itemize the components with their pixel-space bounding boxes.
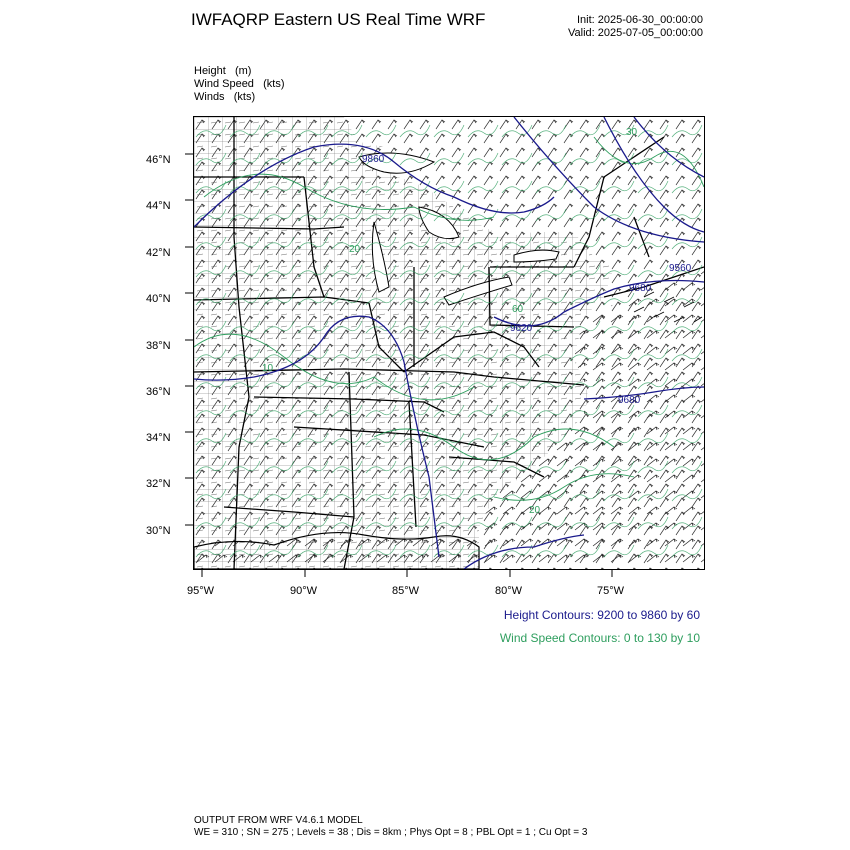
height-contour-label: 9680 [618,395,641,406]
field-legend [194,65,284,104]
height-contour-label: 9860 [362,154,385,165]
height-contour-label: 9560 [669,263,692,274]
field-height: Height (m) [194,65,252,77]
init-time: Init: 2025-06-30_00:00:00 [577,14,703,26]
axis-ticks [185,110,715,580]
lat-label: 36°N [146,386,171,398]
lat-label: 42°N [146,247,171,259]
model-footer [194,815,587,839]
lat-label: 40°N [146,293,171,305]
wind-contour-label: 20 [529,505,541,516]
field-winds: Winds (kts) [194,91,256,103]
lon-label: 80°W [495,585,523,597]
lat-label: 44°N [146,200,171,212]
init-valid-times [568,14,703,40]
valid-time: Valid: 2025-07-05_00:00:00 [568,27,703,39]
wind-contour-label: 20 [349,244,361,255]
height-contour-label: 9620 [510,323,533,334]
lat-label: 38°N [146,340,171,352]
lat-label: 32°N [146,478,171,490]
wind-contour-label: 30 [626,127,638,138]
lon-label: 85°W [392,585,420,597]
lon-label: 75°W [597,585,625,597]
lon-label: 95°W [187,585,215,597]
lat-label: 30°N [146,525,171,537]
height-contour-label: 9680 [629,283,652,294]
model-config: WE = 310 ; SN = 275 ; Levels = 38 ; Dis = 8km ; Phys Opt = 8 ; PBL Opt = 1 ; Cu Opt = 3 [194,827,588,838]
wind-contour-info: Wind Speed Contours: 0 to 130 by 10 [499,631,700,645]
height-contour-info: Height Contours: 9200 to 9860 by 60 [503,608,700,622]
plot-title: IWFAQRP Eastern US Real Time WRF [191,10,486,29]
lat-label: 46°N [146,154,171,166]
wind-contour-label: 10 [262,363,274,374]
wind-contour-label: 60 [512,304,524,315]
lon-label: 90°W [290,585,318,597]
model-version: OUTPUT FROM WRF V4.6.1 MODEL [194,815,363,826]
lat-label: 34°N [146,432,171,444]
field-wind-speed: Wind Speed (kts) [194,78,285,90]
